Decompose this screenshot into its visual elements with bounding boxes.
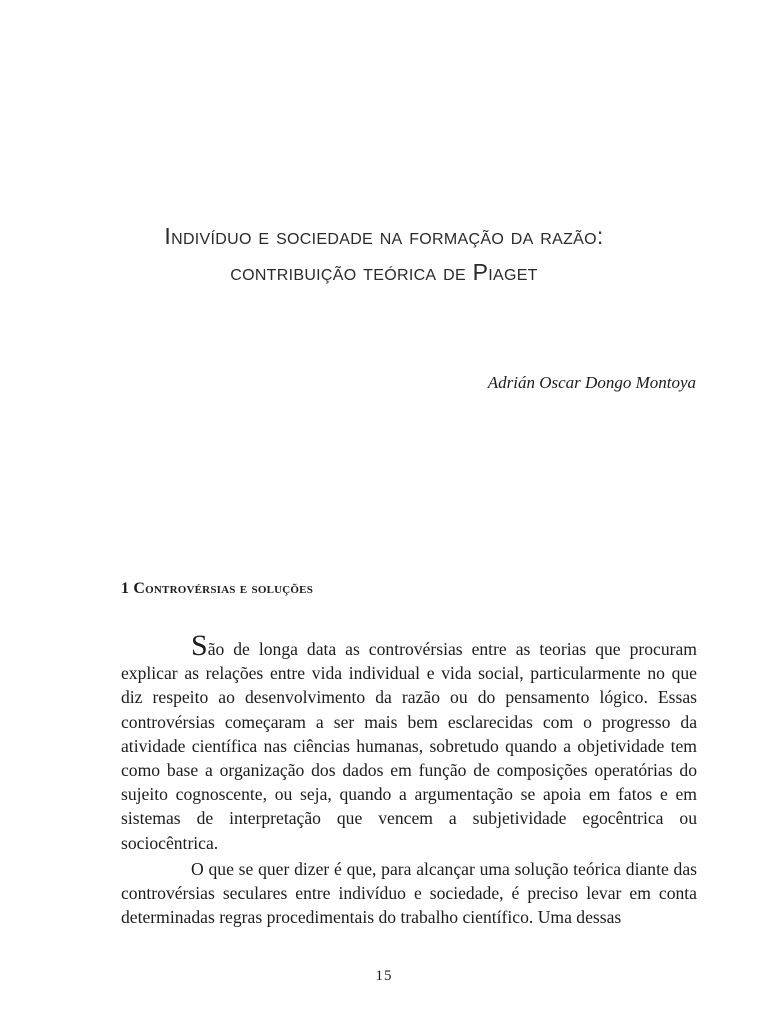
chapter-title-line-1: Indivíduo e sociedade na formação da razão:: [164, 223, 604, 249]
section-heading: 1 Controvérsias e soluções: [121, 580, 314, 597]
body-text: [121, 629, 697, 931]
chapter-title: [0, 218, 768, 290]
paragraph-2: O que se quer dizer é que, para alcançar uma solução teórica diante das controvérsias seculares entre indivíduo e sociedade, é preciso levar em conta determinadas regras procedimentais do trabalho científico. Uma dessas: [121, 858, 697, 928]
page-number: 15: [375, 968, 393, 984]
paragraph-1-text: ão de longa data as controvérsias entre as teorias que procuram explicar as relações entre vida individual e vida social, particularmente no que diz respeito ao desenvolvimento da razão ou do pensamento lógico. Essas controvérsias começaram a ser mais bem esclarecidas com o progresso da atividade científica nas ciências humanas, sobretudo quando a objetividade tem como base a organização dos dados em função de composições operatórias do sujeito cognoscente, ou seja, quando a argumentação se apoia em fatos e em sistemas de interpretação que vencem a subjetividade egocêntrica ou sociocêntrica.: [121, 639, 697, 853]
paragraph-1: [121, 629, 697, 855]
author-name: Adrián Oscar Dongo Montoya: [487, 373, 696, 392]
chapter-title-line-2: contribuição teórica de Piaget: [230, 259, 538, 285]
drop-cap: S: [191, 629, 208, 662]
